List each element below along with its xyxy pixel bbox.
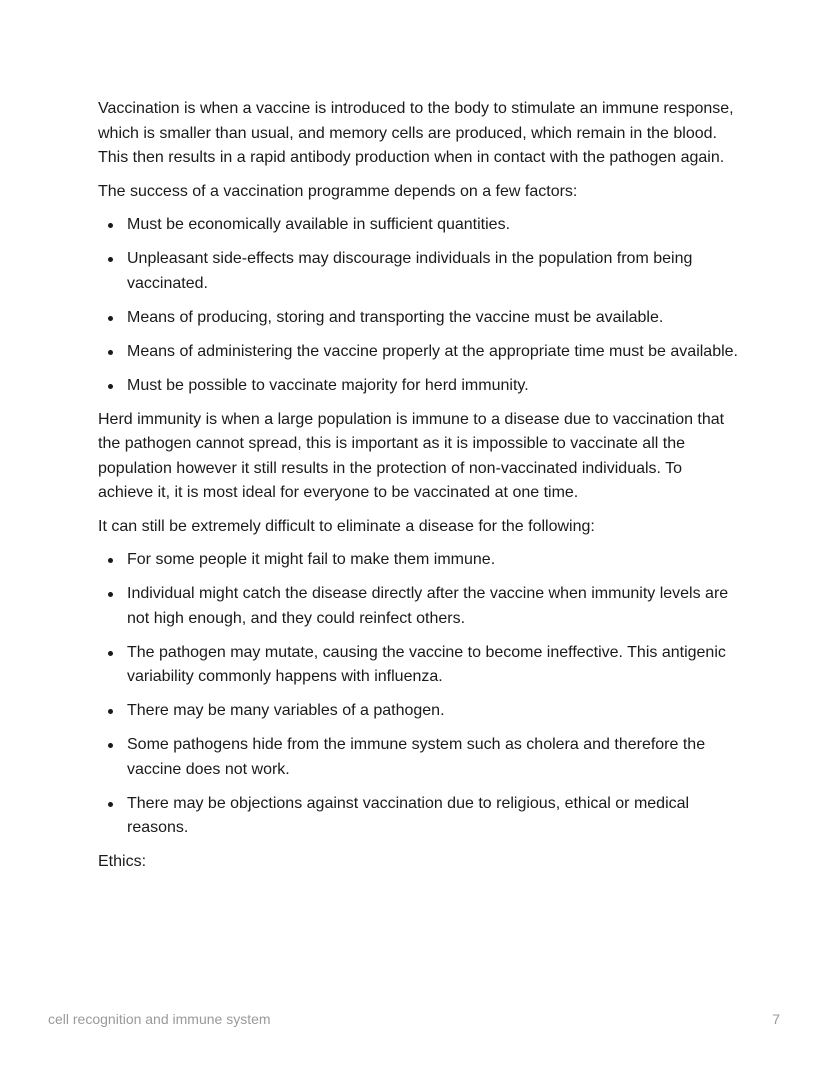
list-item-text: Individual might catch the disease directly after the vaccine when immunity levels are not high enough, and they could reinfect others. xyxy=(127,585,729,627)
bullet-icon xyxy=(108,743,113,748)
footer-page-number: 7 xyxy=(772,1011,780,1027)
list-item-text: Must be possible to vaccinate majority for herd immunity. xyxy=(127,376,529,394)
bullet-icon xyxy=(108,558,113,563)
list-item-text: Unpleasant side-effects may discourage individuals in the population from being vaccinated. xyxy=(127,250,693,292)
list-item xyxy=(98,306,738,331)
list-item-text: The pathogen may mutate, causing the vaccine to become ineffective. This antigenic variability commonly happens with influenza. xyxy=(127,643,726,685)
list-item xyxy=(98,582,738,631)
difficulties-list xyxy=(98,548,738,841)
list-item-text: Some pathogens hide from the immune system such as cholera and therefore the vaccine does not work. xyxy=(127,736,706,778)
list-item xyxy=(98,792,738,841)
bullet-icon xyxy=(108,709,113,714)
bullet-icon xyxy=(108,384,113,389)
list-item xyxy=(98,699,738,724)
list-item xyxy=(98,641,738,690)
success-factors-list xyxy=(98,213,738,398)
bullet-icon xyxy=(108,257,113,262)
list-item-text: There may be many variables of a pathogen. xyxy=(127,702,445,719)
list-item xyxy=(98,340,738,365)
bullet-icon xyxy=(108,592,113,597)
bullet-icon xyxy=(108,651,113,656)
intro-paragraph: Vaccination is when a vaccine is introduced to the body to stimulate an immune response, which is smaller than usual, and memory cells are produced, which remain in the blood. This then results in a rapid antibody production when in contact with the pathogen again. xyxy=(98,100,734,166)
bullet-icon xyxy=(108,316,113,321)
list-item xyxy=(98,374,738,399)
difficulties-lead: It can still be extremely difficult to eliminate a disease for the following: xyxy=(98,517,595,535)
herd-immunity-paragraph: Herd immunity is when a large population is immune to a disease due to vaccination that the pathogen cannot spread, this is important as it is impossible to vaccinate all the population however it still results in the protection of non-vaccinated individuals. To achieve it, it is most ideal for everyone to be vaccinated at one time. xyxy=(98,410,725,501)
list-item xyxy=(98,733,738,782)
success-factors-lead: The success of a vaccination programme depends on a few factors: xyxy=(98,182,578,200)
list-item-text: There may be objections against vaccination due to religious, ethical or medical reasons. xyxy=(127,794,690,836)
bullet-icon xyxy=(108,223,113,228)
page-content xyxy=(98,97,738,884)
list-item-text: Must be economically available in sufficient quantities. xyxy=(127,216,511,233)
list-item-text: For some people it might fail to make them immune. xyxy=(127,551,496,568)
list-item-text: Means of administering the vaccine properly at the appropriate time must be available. xyxy=(127,342,738,360)
list-item xyxy=(98,548,738,573)
ethics-heading: Ethics: xyxy=(98,853,147,870)
list-item-text: Means of producing, storing and transporting the vaccine must be available. xyxy=(127,308,664,326)
bullet-icon xyxy=(108,802,113,807)
list-item xyxy=(98,247,738,296)
list-item xyxy=(98,213,738,238)
footer-document-title: cell recognition and immune system xyxy=(48,1011,271,1027)
bullet-icon xyxy=(108,350,113,355)
